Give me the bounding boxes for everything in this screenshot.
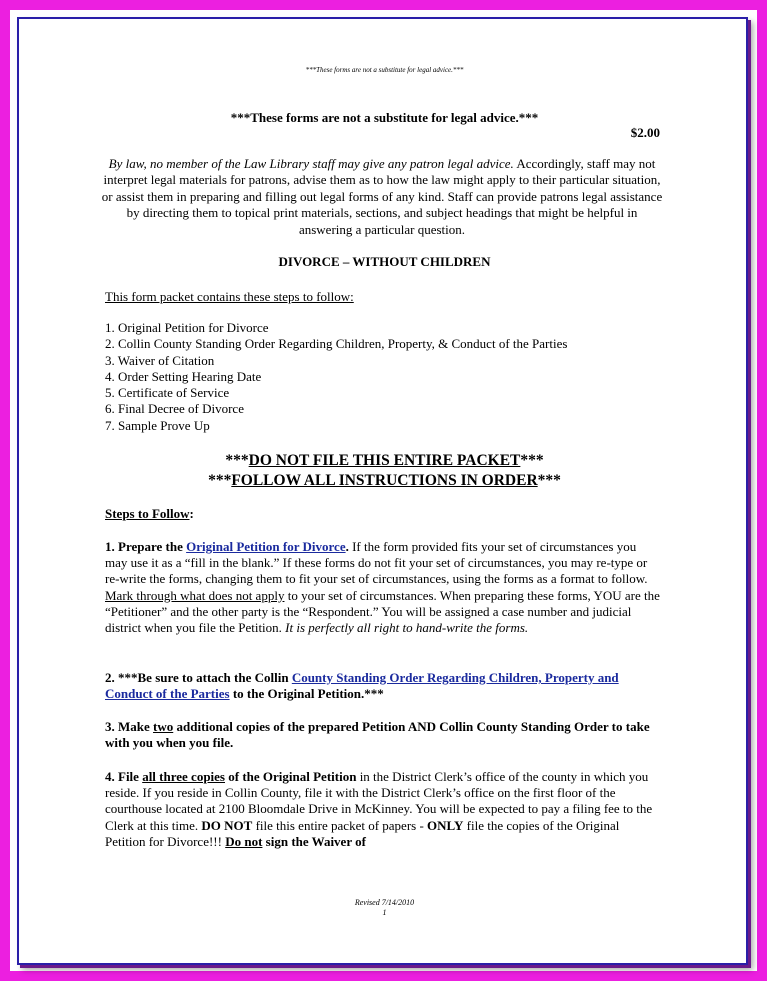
intro-disclaimer: [101, 156, 663, 238]
warning-do-not-file: ***DO NOT FILE THIS ENTIRE PACKET***: [225, 452, 544, 469]
list-item: 5. Certificate of Service: [105, 385, 230, 401]
step-1-paragraph: 1. Prepare the Original Petition for Divorce. If the form provided fits your set of circumstances you may use it as a “fill in the blank.” If these forms do not fit your set of circumstances, you may re-type or re-write the forms, changing them to fit your set of circumstances, using the forms as a format to follow. Mark through what does not apply to your set of circumstances. When preparing these forms, YOU are the “Petitioner” and the other party is the “Respondent.” You will be assigned a case number and judicial district when you file the Petition. It is perfectly all right to hand-write the forms.: [105, 539, 660, 636]
document-page: [17, 17, 748, 965]
list-item: 3. Waiver of Citation: [105, 352, 215, 368]
step-2-paragraph: 2. ***Be sure to attach the Collin County Standing Order Regarding Children, Property and Conduct of the Parties to the Original Petition.***: [105, 670, 619, 702]
price: $2.00: [630, 125, 660, 140]
section-heading: DIVORCE – WITHOUT CHILDREN: [278, 254, 491, 269]
step-4-paragraph: 4. File all three copies of the Original Petition in the District Clerk’s office of the county in which you reside. If you reside in Collin County, file it with the District Clerk’s office on the first floor of the courthouse located at 2100 Bloomdale Drive in McKinney. You will be expected to pay a filing fee to the Clerk at this time. DO NOT file this entire packet of papers - ONLY file the copies of the Original Petition for Divorce!!! Do not sign the Waiver of: [105, 769, 653, 849]
step-3-paragraph: 3. Make two additional copies of the prepared Petition AND Collin County Standing Order to take with you when you file.: [105, 719, 650, 751]
header-note: ***These forms are not a substitute for legal advice.***: [305, 66, 464, 74]
list-item: 2. Collin County Standing Order Regarding Children, Property, & Conduct of the Parties: [105, 336, 568, 352]
list-item: 7. Sample Prove Up: [105, 417, 210, 433]
page-footer: [19, 898, 750, 918]
original-petition-link[interactable]: Original Petition for Divorce: [186, 539, 346, 554]
intro-line1: By law, no member of the Law Library staff may give any patron legal advice.: [108, 156, 514, 171]
list-item: 4. Order Setting Hearing Date: [105, 368, 262, 384]
document-title: ***These forms are not a substitute for legal advice.***: [230, 110, 539, 125]
steps-to-follow-label: Steps to Follow:: [105, 506, 194, 521]
revised-date: Revised 7/14/2010: [354, 898, 415, 907]
list-item: 6. Final Decree of Divorce: [105, 401, 244, 417]
packet-intro: This form packet contains these steps to follow:: [105, 289, 354, 304]
standing-order-link[interactable]: County Standing Order Regarding Children, Property and Conduct of the Parties: [105, 670, 619, 702]
list-item: 1. Original Petition for Divorce: [105, 320, 269, 335]
page-number: 1: [382, 908, 387, 917]
steps-list: [105, 320, 567, 434]
warning-follow-instructions: ***FOLLOW ALL INSTRUCTIONS IN ORDER***: [208, 472, 561, 489]
intro-rest: Accordingly, staff may not interpret legal materials for patrons, advise them as to how the law might apply to their particular situation, or assist them in preparing and filling out legal forms of any kind. Staff can provide patrons legal assistance by directing them to topical print materials, sections, and subject headings that might be helpful in answering a particular question.: [101, 156, 663, 237]
